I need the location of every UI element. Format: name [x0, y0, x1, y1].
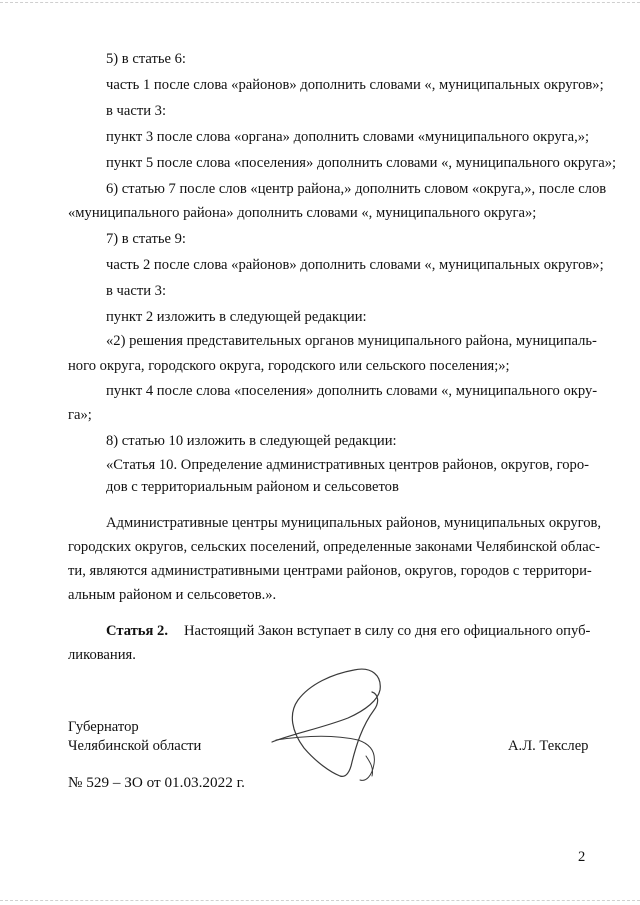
point-4-line2: га»; — [68, 407, 92, 423]
paragraph-line: часть 2 после слова «районов» дополнить словами «, муниципальных округов»; — [106, 257, 604, 273]
scan-edge-top — [0, 2, 640, 4]
page-number: 2 — [578, 849, 586, 865]
article-10-title-line1: «Статья 10. Определение административных центров районов, округов, горо- — [106, 457, 589, 473]
item-7-heading: 7) в статье 9: — [106, 231, 186, 247]
admin-para-line2: городских округов, сельских поселений, определенные законами Челябинской облас- — [68, 539, 601, 555]
paragraph-line: пункт 5 после слова «поселения» дополнить словами «, муниципального округа»; — [106, 155, 617, 171]
paragraph-line: пункт 3 после слова «органа» дополнить словами «муниципального округа,»; — [106, 129, 590, 145]
admin-para-line1: Административные центры муниципальных районов, муниципальных округов, — [106, 515, 602, 531]
signatory-name: А.Л. Текслер — [508, 738, 589, 754]
point-4-line1: пункт 4 после слова «поселения» дополнить словами «, муниципального окру- — [106, 383, 598, 399]
item-6-line1: 6) статью 7 после слов «центр района,» дополнить словом «округа,», после слов — [106, 181, 607, 197]
article-2-text: Настоящий Закон вступает в силу со дня его официального опуб- — [184, 623, 591, 639]
item-6-line2: «муниципального района» дополнить словами «, муниципального округа»; — [68, 205, 537, 221]
quote-line2: ного округа, городского округа, городского или сельского поселения;»; — [68, 358, 510, 374]
scan-edge-bottom — [0, 900, 640, 902]
item-5-heading: 5) в статье 6: — [106, 51, 186, 67]
paragraph-line: пункт 2 изложить в следующей редакции: — [106, 309, 367, 325]
signatory-region: Челябинской области — [68, 738, 202, 754]
registration-number: № 529 – ЗО от 01.03.2022 г. — [68, 774, 245, 791]
paragraph-line: часть 1 после слова «районов» дополнить словами «, муниципальных округов»; — [106, 77, 604, 93]
admin-para-line3: ти, являются административными центрами районов, округов, городов с территори- — [68, 563, 592, 579]
admin-para-line4: альным районом и сельсоветов.». — [68, 587, 277, 603]
signatory-title: Губернатор — [68, 719, 139, 735]
item-8-heading: 8) статью 10 изложить в следующей редакции: — [106, 433, 397, 449]
article-10-title-line2: дов с территориальным районом и сельсоветов — [106, 479, 399, 495]
article-2-label: Статья 2. — [106, 623, 168, 639]
paragraph-line: в части 3: — [106, 283, 167, 299]
handwritten-signature — [262, 664, 402, 784]
article-2-text-cont: ликования. — [68, 647, 136, 663]
quote-line1: «2) решения представительных органов муниципального района, муниципаль- — [106, 333, 597, 349]
paragraph-line: в части 3: — [106, 103, 167, 119]
